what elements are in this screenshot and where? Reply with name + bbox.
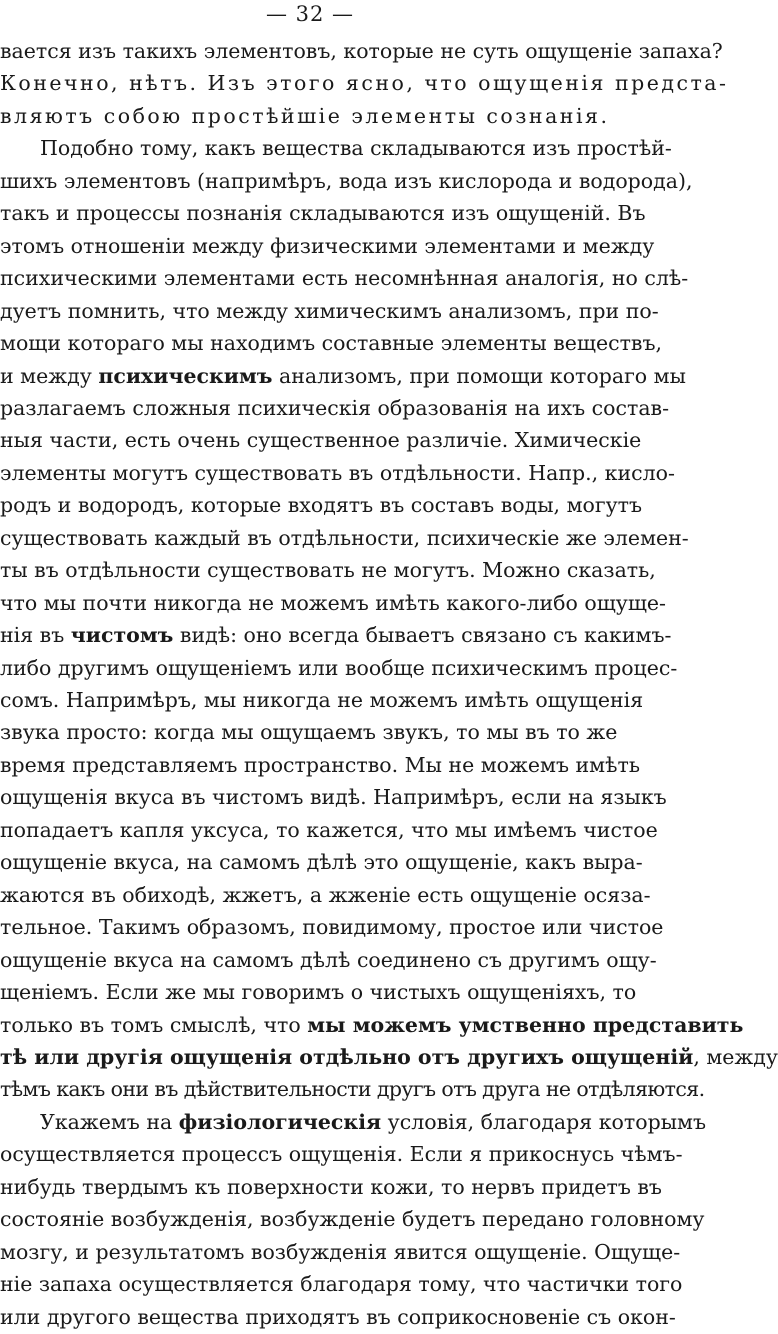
text-segment: условія, благодаря которымъ — [381, 1109, 706, 1134]
emphasized-text: тѣ или другія ощущенія отдѣльно отъ другихъ ощущеній — [0, 1044, 694, 1069]
emphasized-text: психическимъ — [98, 363, 273, 388]
text-line: сомъ. Напримѣръ, мы никогда не можемъ имѣть ощущенія — [0, 688, 644, 712]
text-line: этомъ отношеніи между физическими элементами и между — [0, 233, 655, 258]
text-line: психическими элементами есть несомнѣнная аналогія, но слѣ- — [0, 266, 689, 291]
text-line: ощущеніе вкуса на самомъ дѣлѣ соединено съ другимъ ощу- — [0, 947, 657, 972]
text-line: тельное. Такимъ образомъ, повидимому, простое или чистое — [0, 915, 664, 940]
text-line — [0, 618, 672, 652]
emphasized-text: физіологическія — [178, 1109, 382, 1134]
text-line: дуетъ помнить, что между химическимъ анализомъ, при по- — [0, 298, 659, 323]
text-segment: и между — [0, 363, 99, 388]
emphasized-text: чистомъ — [70, 623, 174, 648]
text-line: ніе запаха осуществляется благодаря тому, что частички того — [0, 1272, 683, 1297]
text-line: мозгу, и результатомъ возбужденія явится ощущеніе. Ощуще- — [0, 1239, 681, 1264]
text-line: осуществляется процессъ ощущенія. Если я прикоснусь чѣмъ- — [0, 1142, 683, 1167]
text-segment: анализомъ, при помощи котораго мы — [272, 363, 686, 388]
text-segment: видѣ: оно всегда бываетъ связано съ какимъ- — [173, 623, 672, 648]
text-line: элементы могутъ существовать въ отдѣльности. Напр., кисло- — [0, 460, 675, 485]
text-line: вляютъ собою простѣйшіе элементы сознанія. — [0, 103, 610, 128]
text-line: жаются въ обиходѣ, жжетъ, а жженіе есть ощущеніе осяза- — [0, 882, 651, 907]
page-number: — 32 — — [265, 2, 355, 26]
text-line: нибудь твердымъ къ поверхности кожи, то нервъ придетъ въ — [0, 1174, 662, 1199]
text-segment: нія въ — [0, 623, 71, 648]
text-line: ты въ отдѣльности существовать не могутъ. Можно сказать, — [0, 558, 656, 583]
text-line: либо другимъ ощущеніемъ или вообще психическимъ процес- — [0, 655, 678, 680]
text-line: существовать каждый въ отдѣльности, психическіе же элемен- — [0, 525, 689, 550]
text-line: попадаетъ капля уксуса, то кажется, что мы имѣемъ чистое — [0, 817, 658, 842]
text-line: состояніе возбужденія, возбужденіе будетъ передано головному — [0, 1207, 705, 1232]
text-line: Конечно, нѣтъ. Изъ этого ясно, что ощущенія предста- — [0, 71, 729, 96]
text-line: тѣмъ какъ они въ дѣйствительности другъ отъ друга не отдѣляются. — [0, 1077, 705, 1102]
text-line: вается изъ такихъ элементовъ, которые не суть ощущеніе запаха? — [0, 39, 723, 63]
text-line: или другого вещества приходятъ въ соприкосновеніе съ окон- — [0, 1304, 676, 1329]
text-line: время представляемъ пространство. Мы не можемъ имѣть — [0, 752, 640, 777]
text-segment: Укажемъ на — [40, 1109, 179, 1134]
text-segment: , между — [693, 1044, 778, 1069]
text-line: ныя части, есть очень существенное различіе. Химическіе — [0, 428, 642, 453]
text-line — [40, 1105, 706, 1139]
text-line — [0, 1040, 778, 1074]
text-line — [0, 1008, 744, 1042]
emphasized-text: мы можемъ умственно представить — [307, 1012, 744, 1037]
text-line — [0, 359, 686, 393]
text-line: разлагаемъ сложныя психическія образованія на ихъ состав- — [0, 395, 670, 420]
text-line: Подобно тому, какъ вещества складываются изъ простѣй- — [40, 136, 672, 161]
text-line: ощущенія вкуса въ чистомъ видѣ. Напримѣръ, если на языкъ — [0, 785, 667, 810]
text-line: щеніемъ. Если же мы говоримъ о чистыхъ ощущеніяхъ, то — [0, 980, 637, 1005]
text-line: такъ и процессы познанія складываются изъ ощущеній. Въ — [0, 201, 646, 226]
text-line: звука просто: когда мы ощущаемъ звукъ, то мы въ то же — [0, 720, 618, 745]
text-segment: только въ томъ смыслѣ, что — [0, 1012, 308, 1037]
text-line: мощи котораго мы находимъ составные элементы веществъ, — [0, 331, 663, 356]
text-line: шихъ элементовъ (напримѣръ, вода изъ кислорода и водорода), — [0, 168, 693, 193]
text-line: ощущеніе вкуса, на самомъ дѣлѣ это ощущеніе, какъ выра- — [0, 850, 643, 875]
text-line: что мы почти никогда не можемъ имѣть какого-либо ощуще- — [0, 590, 666, 615]
text-line: родъ и водородъ, которые входятъ въ составъ воды, могутъ — [0, 493, 643, 518]
